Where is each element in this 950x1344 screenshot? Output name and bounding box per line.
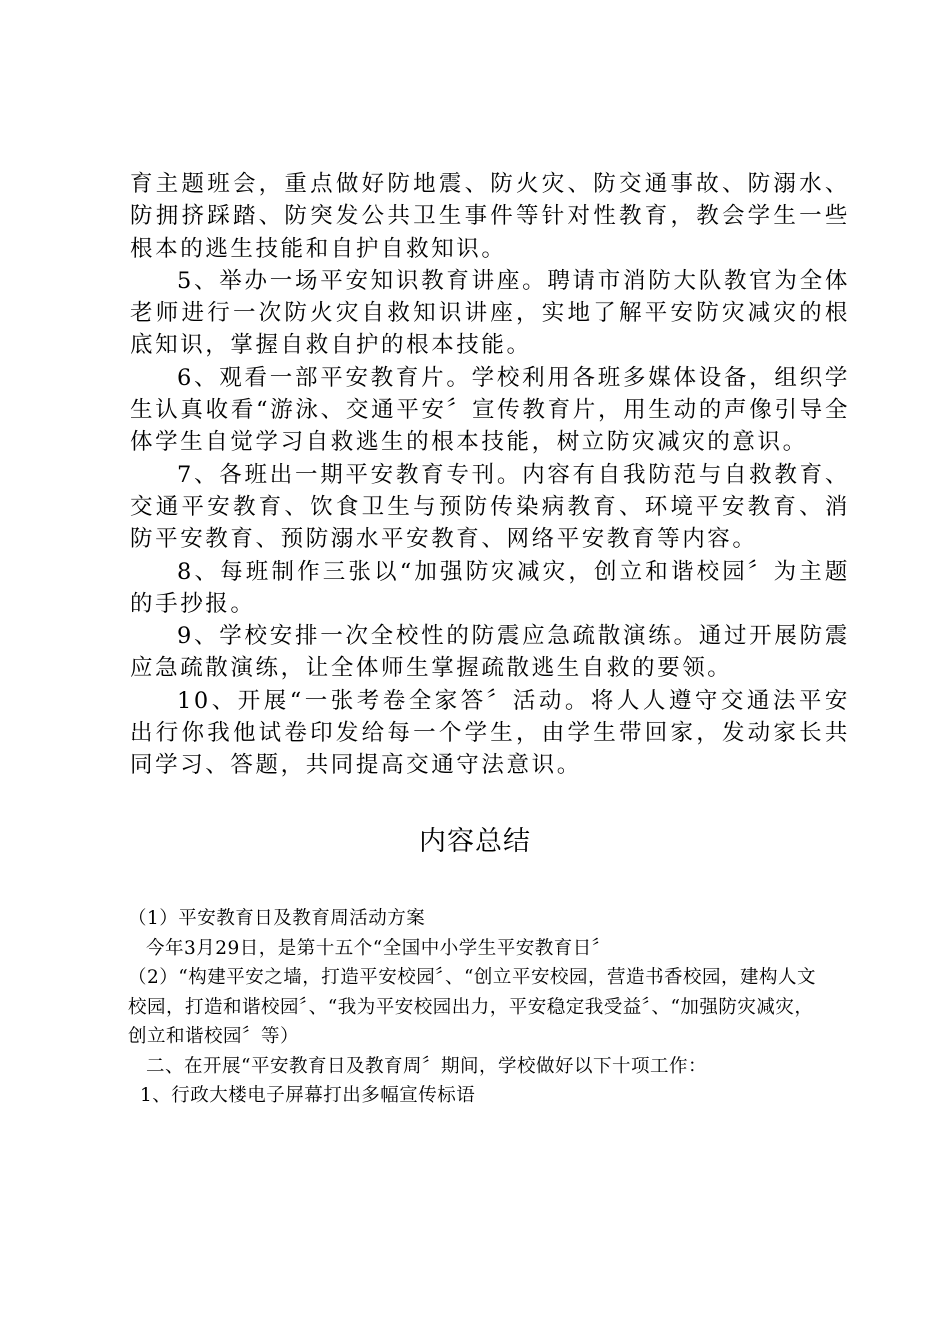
document-body bbox=[130, 168, 850, 782]
paragraph-item-5: 5、举办一场平安知识教育讲座。聘请市消防大队教官为全体老师进行一次防火灾自救知识讲座，实地了解平安防灾减灾的根底知识，掌握自救自护的根本技能。 bbox=[130, 267, 850, 359]
summary-line: 1、行政大楼电子屏幕打出多幅宣传标语 bbox=[140, 1085, 476, 1106]
paragraph-item-7: 7、各班出一期平安教育专刊。内容有自我防范与自救教育、交通平安教育、饮食卫生与预防传染病教育、环境平安教育、消防平安教育、预防溺水平安教育、网络平安教育等内容。 bbox=[130, 461, 850, 553]
summary-line: 今年3月29日，是第十五个“全国中小学生平安教育日〞 bbox=[146, 937, 611, 959]
summary-line: （2）“构建平安之墙，打造平安校园〞、“创立平安校园，营造书香校园，建构人文校园，打造和谐校园〞、“我为平安校园出力，平安稳定我受益〞、“加强防灾减灾，创立和谐校园〞等） bbox=[128, 967, 816, 1047]
paragraph-item-6: 6、观看一部平安教育片。学校利用各班多媒体设备，组织学生认真收看“游泳、交通平安〞宣传教育片，用生动的声像引导全体学生自觉学习自救逃生的根本技能，树立防灾减灾的意识。 bbox=[130, 364, 850, 456]
summary-line: （1）平安教育日及教育周活动方案 bbox=[128, 908, 426, 929]
paragraph-continuation: 育主题班会，重点做好防地震、防火灾、防交通事故、防溺水、防拥挤踩踏、防突发公共卫生事件等针对性教育，教会学生一些根本的逃生技能和自护自救知识。 bbox=[130, 171, 850, 262]
paragraph-item-10: 10、开展“一张考卷全家答〞活动。将人人遵守交通法平安出行你我他试卷印发给每一个学生，由学生带回家，发动家长共同学习、答题，共同提高交通守法意识。 bbox=[130, 687, 850, 779]
paragraph-item-8: 8、每班制作三张以“加强防灾减灾，创立和谐校园〞为主题的手抄报。 bbox=[130, 558, 850, 617]
paragraph-item-9: 9、学校安排一次全校性的防震应急疏散演练。通过开展防震应急疏散演练，让全体师生掌握疏散逃生自救的要领。 bbox=[130, 623, 850, 682]
summary-title: 内容总结 bbox=[419, 826, 531, 857]
summary-line: 二、在开展“平安教育日及教育周〞期间，学校做好以下十项工作： bbox=[146, 1055, 707, 1077]
summary-section bbox=[128, 904, 828, 1111]
